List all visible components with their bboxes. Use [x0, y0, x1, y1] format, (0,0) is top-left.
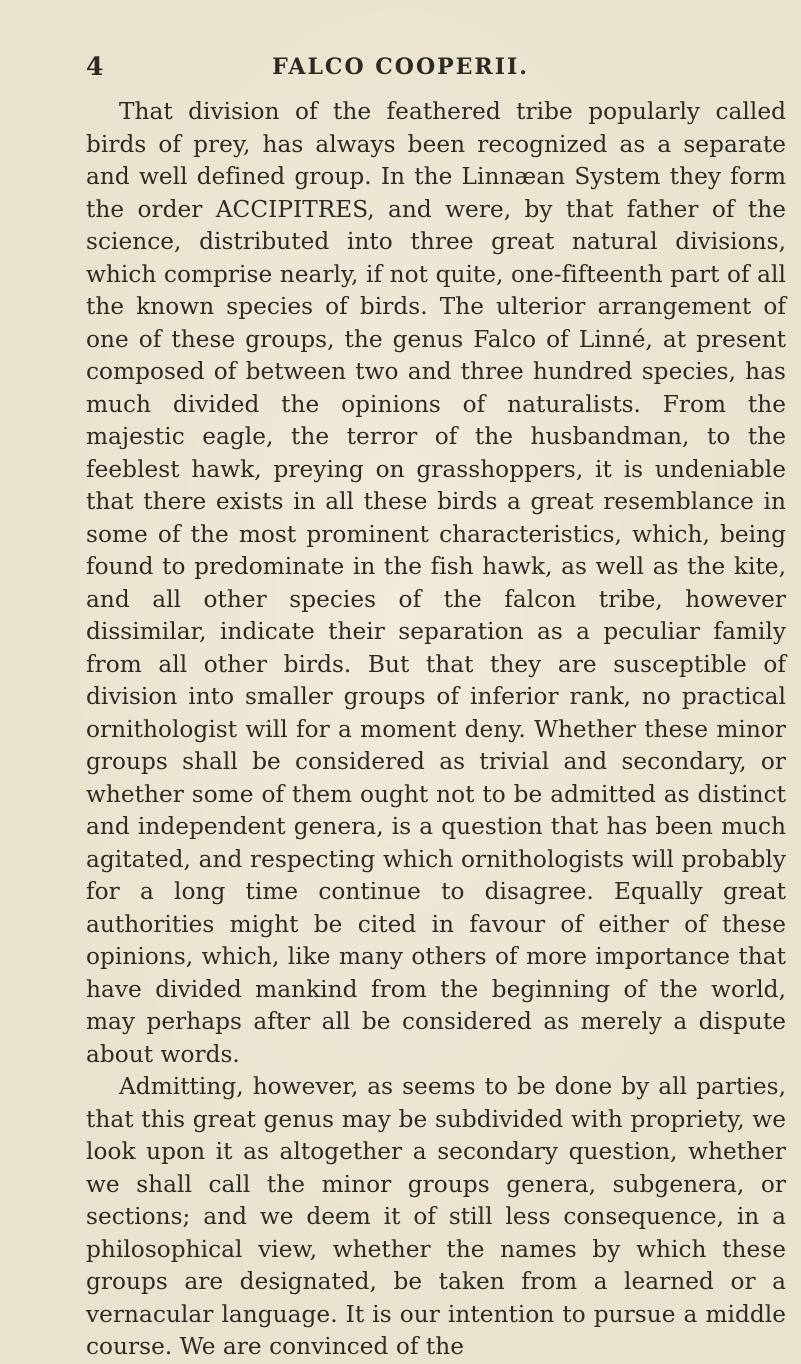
running-title: FALCO COOPERII. — [272, 54, 529, 80]
body-text — [86, 96, 786, 1364]
paragraph-1: That division of the feathered tribe popularly called birds of prey, has always been recognized as a separate and well defined group. In the Linnæan System they form the order ACCIPITRES, and were, by that father of the science, distributed into three great natural divisions, which comprise nearly, if not quite, one-fifteenth part of all the known species of birds. The ulterior arrangement of one of these groups, the genus Falco of Linné, at present composed of between two and three hundred species, has much divided the opinions of naturalists. From the majestic eagle, the terror of the husbandman, to the feeblest hawk, preying on grasshoppers, it is undeniable that there exists in all these birds a great resemblance in some of the most prominent characteristics, which, being found to predominate in the fish hawk, as well as the kite, and all other species of the falcon tribe, however dissimilar, indicate their separation as a peculiar family from all other birds. But that they are susceptible of division into smaller groups of inferior rank, no practical ornithologist will for a moment deny. Whether these minor groups shall be considered as trivial and secondary, or whether some of them ought not to be admitted as distinct and independent genera, is a question that has been much agitated, and respecting which ornithologists will probably for a long time continue to disagree. Equally great authorities might be cited in favour of either of these opinions, which, like many others of more importance that have divided mankind from the beginning of the world, may perhaps after all be considered as merely a dispute about words. — [86, 98, 786, 1068]
paragraph-2: Admitting, however, as seems to be done by all parties, that this great genus may be subdivided with propriety, we look upon it as altogether a secondary question, whether we shall call the minor groups genera, subgenera, or sections; and we deem it of still less consequence, in a philosophical view, whether the names by which these groups are designated, be taken from a learned or a vernacular language. It is our intention to pursue a middle course. We are convinced of the — [86, 1073, 786, 1360]
page-number: 4 — [86, 52, 104, 81]
page-header — [0, 52, 801, 84]
